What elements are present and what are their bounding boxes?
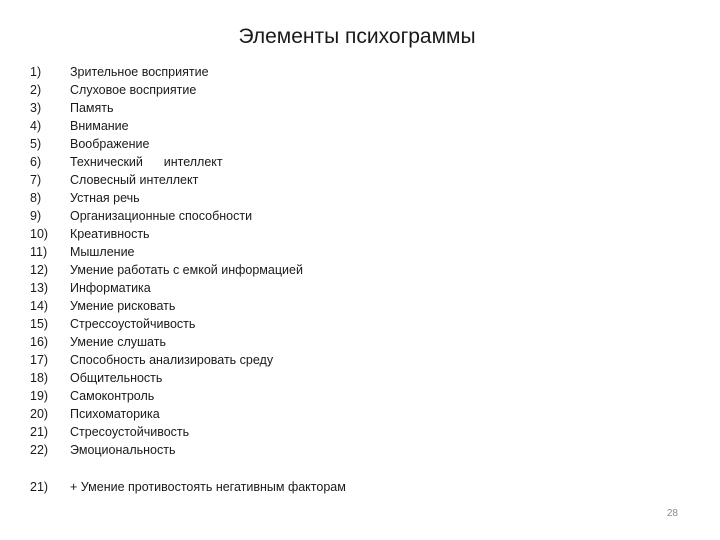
item-text: Эмоциональность	[70, 443, 176, 457]
item-text: Воображение	[70, 137, 150, 151]
item-number: 4)	[30, 119, 42, 133]
item-number: 10)	[30, 227, 49, 241]
item-number: 22)	[30, 443, 49, 457]
item-number: 12)	[30, 263, 49, 277]
additional-list-item	[30, 478, 430, 496]
item-text: Технический интеллект	[70, 155, 223, 169]
item-number: 7)	[30, 173, 42, 187]
item-text: Стрессоустойчивость	[70, 317, 196, 331]
item-text: Информатика	[70, 281, 151, 295]
item-number: 16)	[30, 335, 49, 349]
item-text: Устная речь	[70, 191, 140, 205]
item-number: 9)	[30, 209, 42, 223]
slide-title: Элементы психограммы	[238, 25, 476, 48]
item-number: 13)	[30, 281, 49, 295]
item-number: 3)	[30, 101, 42, 115]
item-number: 14)	[30, 299, 49, 313]
item-text: Самоконтроль	[70, 389, 155, 403]
item-text: Зрительное восприятие	[70, 65, 209, 79]
item-text: Креативность	[70, 227, 150, 241]
item-number: 6)	[30, 155, 42, 169]
item-text: Память	[70, 101, 114, 115]
item-text: Стресоустойчивость	[70, 425, 190, 439]
item-text: Общительность	[70, 371, 163, 385]
item-number: 1)	[30, 65, 42, 79]
item-number: 11)	[30, 245, 48, 259]
item-text: Слуховое восприятие	[70, 83, 197, 97]
item-text: Психоматорика	[70, 407, 160, 421]
item-text: Способность анализировать среду	[70, 353, 274, 367]
item-text: Словесный интеллект	[70, 173, 199, 187]
page-number: 28	[666, 508, 678, 519]
item-text: + Умение противостоять негативным факторам	[70, 480, 346, 494]
item-number: 18)	[30, 371, 49, 385]
item-number: 5)	[30, 137, 42, 151]
item-number: 17)	[30, 353, 49, 367]
item-text: Организационные способности	[70, 209, 253, 223]
item-number: 2)	[30, 83, 42, 97]
item-text: Умение работать с емкой информацией	[70, 263, 303, 277]
item-number: 21)	[30, 425, 49, 439]
item-number: 21)	[30, 480, 49, 494]
item-number: 15)	[30, 317, 49, 331]
item-text: Внимание	[70, 119, 129, 133]
item-number: 8)	[30, 191, 42, 205]
item-text: Мышление	[70, 245, 135, 259]
item-number: 20)	[30, 407, 49, 421]
item-number: 19)	[30, 389, 49, 403]
item-text: Умение рисковать	[70, 299, 176, 313]
item-text: Умение слушать	[70, 335, 166, 349]
